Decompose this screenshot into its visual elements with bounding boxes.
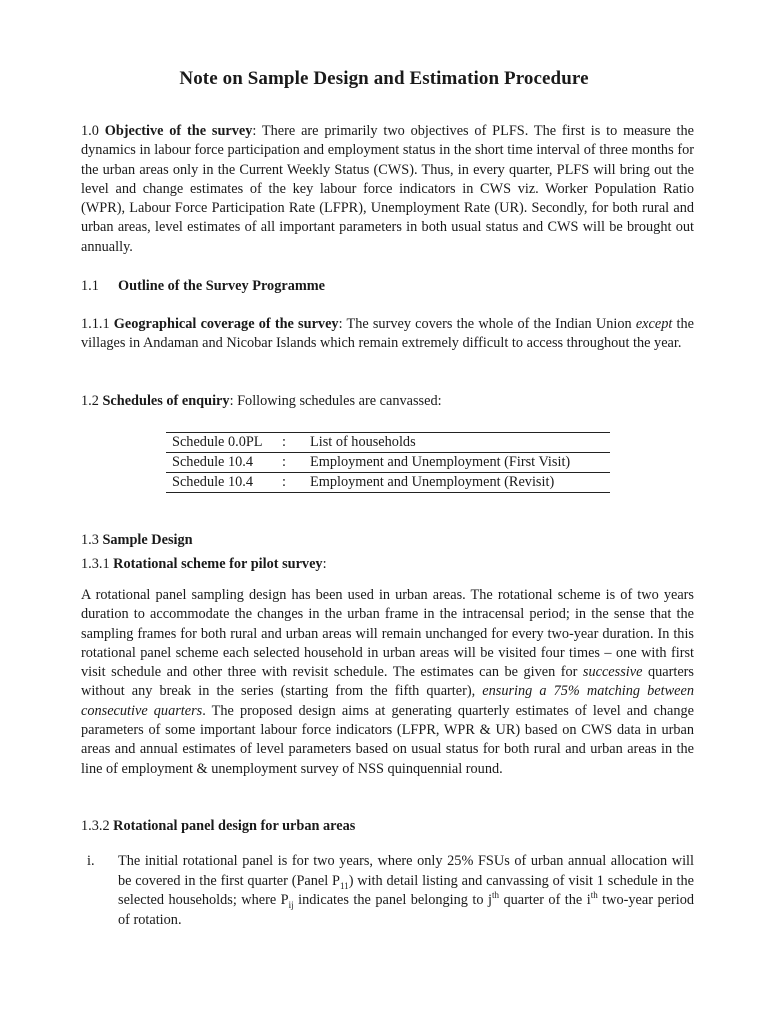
paragraph-italic: successive	[582, 664, 643, 681]
section-label: Rotational scheme for pilot survey	[113, 556, 323, 572]
paragraph-text: A rotational panel sampling design has been used in urban areas. The rotational scheme is of two years duration to accommodate the changes in the urban frame in the intracensal period; in the sense that the sampling frames for both rural and urban areas will remain unchanged for every two-year duration. In this rotational panel scheme each selected household in urban areas will be visited four times – one with first visit schedule and other three with revisit schedule. The estimates can be given for	[81, 587, 694, 681]
section-label: Outline of the Survey Programme	[118, 278, 326, 294]
section-1-1-heading	[81, 277, 325, 296]
schedule-name: Schedule 10.4	[172, 454, 253, 470]
schedules-table	[166, 432, 610, 493]
list-text: ) with detail listing and canvassing of visit 1 schedule in the selected households; where P	[118, 872, 694, 908]
section-number: 1.3.1	[81, 556, 110, 572]
section-text-b: the villages in Andaman and Nicobar Islands which remain extremely difficult to access throughout the year.	[81, 316, 694, 352]
section-label: Geographical coverage of the survey	[113, 316, 339, 332]
section-1-0-objective	[81, 122, 694, 257]
rotational-scheme-paragraph	[81, 586, 694, 779]
schedule-name: Schedule 0.0PL	[172, 434, 263, 450]
list-marker: i.	[87, 853, 95, 869]
list-item	[81, 852, 694, 930]
list-item-text	[118, 852, 694, 930]
schedule-description: Employment and Unemployment (First Visit)	[310, 454, 571, 470]
section-1-3-heading	[81, 531, 193, 550]
section-number: 1.3.2	[81, 818, 110, 834]
table-row	[166, 453, 610, 473]
list-text: two-year period of rotation.	[118, 892, 694, 928]
schedule-description: List of households	[310, 434, 416, 450]
paragraph-text: quarters without any break in the series (starting from the fifth quarter),	[81, 664, 694, 700]
section-1-3-1-heading	[81, 555, 327, 574]
section-text: : There are primarily two objectives of PLFS. The first is to measure the dynamics in labour force participation and employment status in the short time interval of three months for the urban areas only in the Current Weekly Status (CWS). Thus, in every quarter, PLFS will bring out the level and change estimates of the key labour force indicators in CWS viz. Worker Population Ratio (WPR), Labour Force Participation Rate (LFPR), Unemployment Rate (UR). Secondly, for both rural and urban areas, level estimates of all important parameters in both usual status and CWS will be brought out annually.	[81, 123, 694, 255]
section-label: Sample Design	[102, 532, 193, 548]
superscript: th	[491, 890, 499, 901]
section-1-3-2-heading	[81, 817, 355, 836]
superscript: th	[590, 890, 598, 901]
schedule-name: Schedule 10.4	[172, 474, 253, 490]
schedule-separator: :	[282, 474, 286, 490]
section-text-italic: except	[635, 316, 673, 332]
section-label: Rotational panel design for urban areas	[113, 818, 356, 834]
section-text: : Following schedules are canvassed:	[229, 393, 442, 409]
schedule-description: Employment and Unemployment (Revisit)	[310, 474, 555, 490]
section-number: 1.1.1	[81, 316, 110, 332]
subscript: ij	[288, 899, 294, 910]
paragraph-italic: ensuring a 75% matching between consecutive quarters	[81, 683, 694, 719]
subscript: 11	[340, 880, 349, 891]
section-label: Objective of the survey	[104, 123, 253, 139]
section-1-1-1-coverage	[81, 315, 694, 354]
section-label: Schedules of enquiry	[102, 393, 230, 409]
table-row	[166, 473, 610, 493]
section-number: 1.0	[81, 123, 99, 139]
section-1-2-schedules	[81, 392, 442, 411]
list-text: quarter of the i	[499, 892, 591, 908]
section-number: 1.3	[81, 532, 99, 548]
section-text-a: : The survey covers the whole of the Indian Union	[338, 316, 636, 332]
document-title: Note on Sample Design and Estimation Procedure	[179, 68, 589, 89]
schedule-separator: :	[282, 434, 286, 450]
list-text: indicates the panel belonging to j	[293, 892, 492, 908]
schedule-separator: :	[282, 454, 286, 470]
list-text: The initial rotational panel is for two years, where only 25% FSUs of urban annual allocation will be covered in the first quarter (Panel P	[118, 853, 694, 889]
paragraph-text: . The proposed design aims at generating quarterly estimates of level and change parameters of some important labour force indicators (LFPR, WPR & UR) based on CWS data in urban areas and annual estimates of level parameters based on usual status for both rural and urban areas in the line of employment & unemployment survey of NSS quinquennial round.	[81, 702, 695, 777]
section-number: 1.2	[81, 393, 99, 409]
section-number: 1.1	[81, 278, 99, 294]
table-row	[166, 433, 610, 453]
section-suffix: :	[322, 556, 327, 572]
